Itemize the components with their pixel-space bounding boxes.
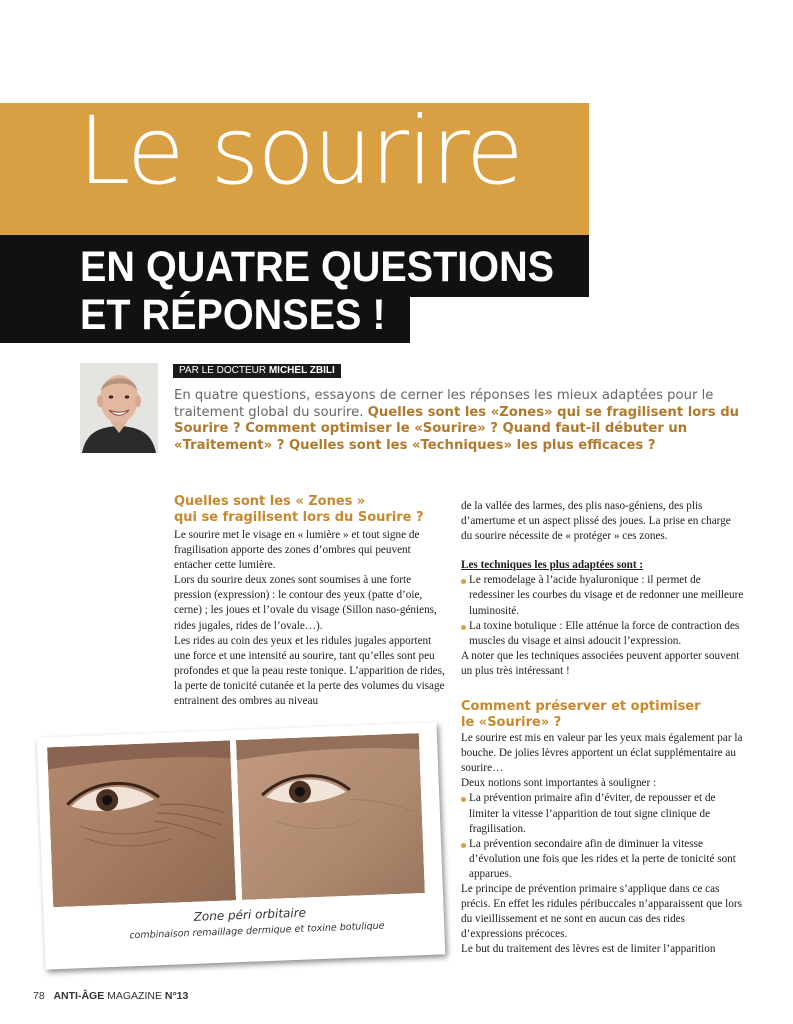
before-photo [47,740,236,907]
article-title: Le sourire [78,97,522,206]
section2-paragraph-4: Le but du traitement des lèvres est de limiter l’apparition [461,943,716,956]
right-col-continued: de la vallée des larmes, des plis naso-géniens, des plis d’amertume et un aspect plissé des joues. La prise en charge du sourire nécessite de « protéger » ces zones. [461,500,731,543]
intro-paragraph [174,388,744,454]
photo-caption-subtitle: combinaison remaillage dermique et toxine botulique [129,920,385,942]
section2-bullet-2: La prévention secondaire afin de diminuer la vitesse d’évolution une fois que les rides et la perte de tonicité sont apparues. [461,837,744,882]
section2-paragraph-3: Le principe de prévention primaire s’applique dans ce cas précis. En effet les ridules péribuccales n’apparaissent que lors du vieillissement et ne sont en aucun cas des rides d’expressions précoces. [461,882,742,941]
byline-author: MICHEL ZBILI [268,365,335,376]
section1-paragraph-2: Lors du sourire deux zones sont soumises à une forte pression (expression) : le contour des yeux (patte d’oie, cerne) ; les joues et l’ovale du visage (Sillon naso-géniens, rides jugales, rides de l’ovale…). [174,574,437,632]
section2-heading-line2: le «Sourire» ? [461,715,562,731]
techniques-bullet-2: La toxine botulique : Elle atténue la force de contraction des muscles du visage et ainsi adoucit l’expression. [461,619,744,649]
page-number: 78 [33,990,45,1002]
techniques-note: A noter que les techniques associées peuvent apporter souvent un plus très intéressant ! [461,649,740,677]
after-photo [236,733,425,900]
page-footer [33,990,188,1002]
section1-paragraph-3: Les rides au coin des yeux et les ridules jugales apportent une force et une intensité au sourire, tant qu’elles sont peu profondes et que la peau reste tonique. L’apparition de rides, la perte de tonicité cutanée et la perte des volumes du visage entrainent des ombres au niveau [174,634,445,708]
section2-bullet-1: La prévention primaire afin d’éviter, de repousser et de limiter la vitesse l’apparition de tout signe clinique de fragilisation. [461,791,744,836]
section1-paragraph-1: Le sourire met le visage en « lumière » et tout signe de fragilisation apporte des zones d’ombres qui peuvent entacher cette lumière. [174,529,420,572]
section1-heading-line2: qui se fragilisent lors du Sourire ? [174,510,424,525]
section2-heading-line1: Comment préserver et optimiser [461,699,701,715]
magazine-name-bold: ANTI-ÂGE [53,990,105,1002]
section1-heading-line1: Quelles sont les « Zones » [174,494,366,509]
subtitle-line-1: EN QUATRE QUESTIONS [80,243,555,291]
section2-heading [461,699,744,731]
issue-number: N°13 [164,990,189,1002]
techniques-bullet-1: Le remodelage à l’acide hyaluronique : il permet de redessiner les courbes du visage et de redonner une meilleure luminosité. [461,573,744,618]
byline-prefix: PAR LE DOCTEUR [179,365,267,376]
photo-caption-title: Zone péri orbitaire [193,905,307,924]
author-portrait [80,363,158,453]
right-column [461,499,744,957]
intro-lead: En quatre questions, essayons de cerner les réponses les mieux adaptées pour le traitement global du sourire. [174,388,714,420]
byline [173,364,341,378]
section2-paragraph-1: Le sourire est mis en valeur par les yeux mais également par la bouche. De jolies lèvres apportent un éclat supplémentaire au sourire… [461,732,743,775]
magazine-name: MAGAZINE [107,990,162,1002]
intro-questions: Quelles sont les «Zones» qui se fragilisent lors du Sourire ? Comment optimiser le «Sourire» ? Quand faut-il débuter un «Traitement» ? Quelles sont les «Techniques» les plus efficaces ? [174,404,740,453]
before-after-photo-card [37,722,446,969]
techniques-heading: Les techniques les plus adaptées sont : [461,559,644,572]
section2-paragraph-2: Deux notions sont importantes à souligner : [461,777,657,790]
section1-heading [174,494,450,526]
left-column [174,494,450,709]
subtitle-line-2: ET RÉPONSES ! [80,291,386,339]
